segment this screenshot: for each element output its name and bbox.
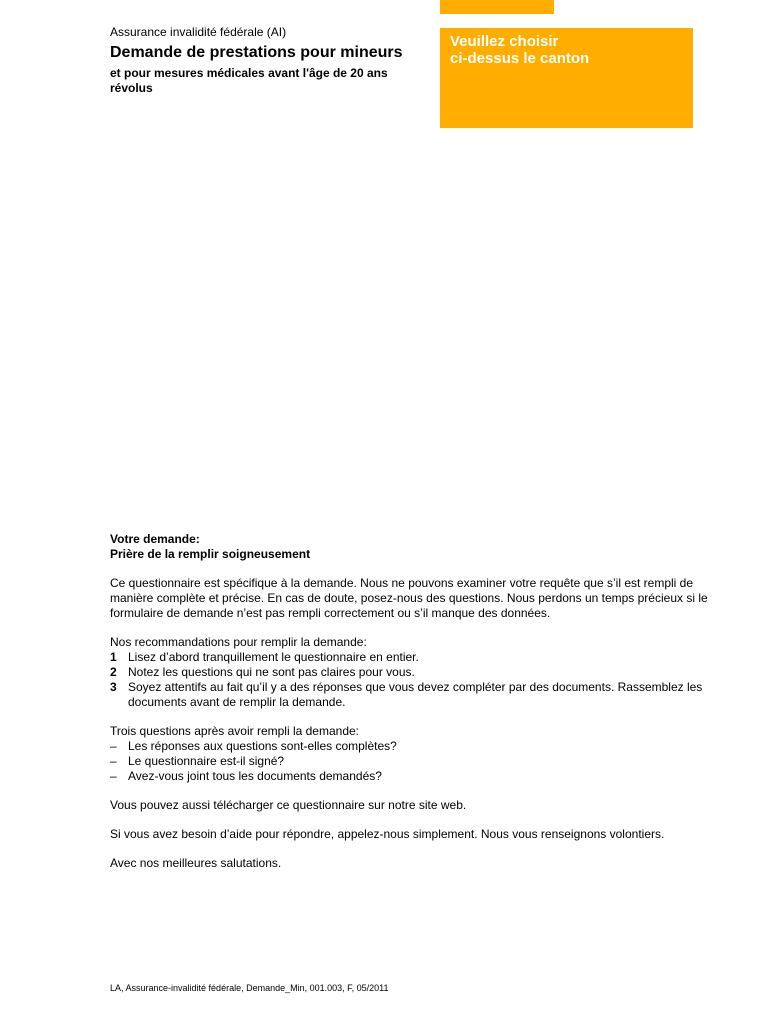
organization-name: Assurance invalidité fédérale (AI) [110,25,287,39]
document-subtitle: et pour mesures médicales avant l'âge de 20 ans révolus [110,66,388,95]
canton-selector-line1: Veuillez choisir [450,33,559,50]
accent-stripe [440,0,554,14]
closing-line: Avec nos meilleures salutations. [110,856,282,870]
letter-body [110,532,730,871]
section-subheading: Prière de la remplir soigneusement [110,547,311,561]
intro-paragraph: Ce questionnaire est spécifique à la demande. Nous ne pouvons examiner votre requête que s’il est rempli de manière complète et précise. En cas de doute, posez-nous des questions. Nous perdons un temps précieux si le formulaire de demande n’est pas rempli correctement ou s’il manque des données. [110,576,708,620]
list-item [110,769,730,784]
recommendations-title: Nos recommandations pour remplir la demande: [110,635,367,649]
list-item-text: Lisez d’abord tranquillement le questionnaire en entier. [128,650,419,664]
list-item [110,754,730,769]
download-note: Vous pouvez aussi télécharger ce questionnaire sur notre site web. [110,798,467,812]
list-number: 1 [110,650,117,664]
list-item-text: Soyez attentifs au fait qu’il y a des réponses que vous devez compléter par des documents. Rassemblez les documents avant de remplir la demande. [128,680,703,709]
questions-title: Trois questions après avoir rempli la demande: [110,724,360,738]
list-item [110,650,730,665]
list-item [110,680,730,710]
list-dash: – [110,739,117,753]
list-item-text: Le questionnaire est-il signé? [128,754,285,768]
canton-selector-line2: ci-dessus le canton [450,50,590,67]
document-title: Demande de prestations pour mineurs [110,44,403,61]
list-item-text: Notez les questions qui ne sont pas claires pour vous. [128,665,415,679]
canton-selector[interactable] [440,28,693,128]
help-note: Si vous avez besoin d’aide pour répondre, appelez-nous simplement. Nous vous renseignons volontiers. [110,827,665,841]
list-number: 2 [110,665,117,679]
questions-list [110,739,730,784]
document-footer: LA, Assurance-invalidité fédérale, Demande_Min, 001.003, F, 05/2011 [110,983,389,993]
list-item [110,739,730,754]
list-dash: – [110,754,117,768]
recommendations-list [110,650,730,710]
list-dash: – [110,769,117,783]
document-header [110,25,430,96]
list-item-text: Les réponses aux questions sont-elles complètes? [128,739,397,753]
list-number: 3 [110,680,117,694]
list-item [110,665,730,680]
list-item-text: Avez-vous joint tous les documents demandés? [128,769,382,783]
section-heading: Votre demande: [110,532,200,546]
